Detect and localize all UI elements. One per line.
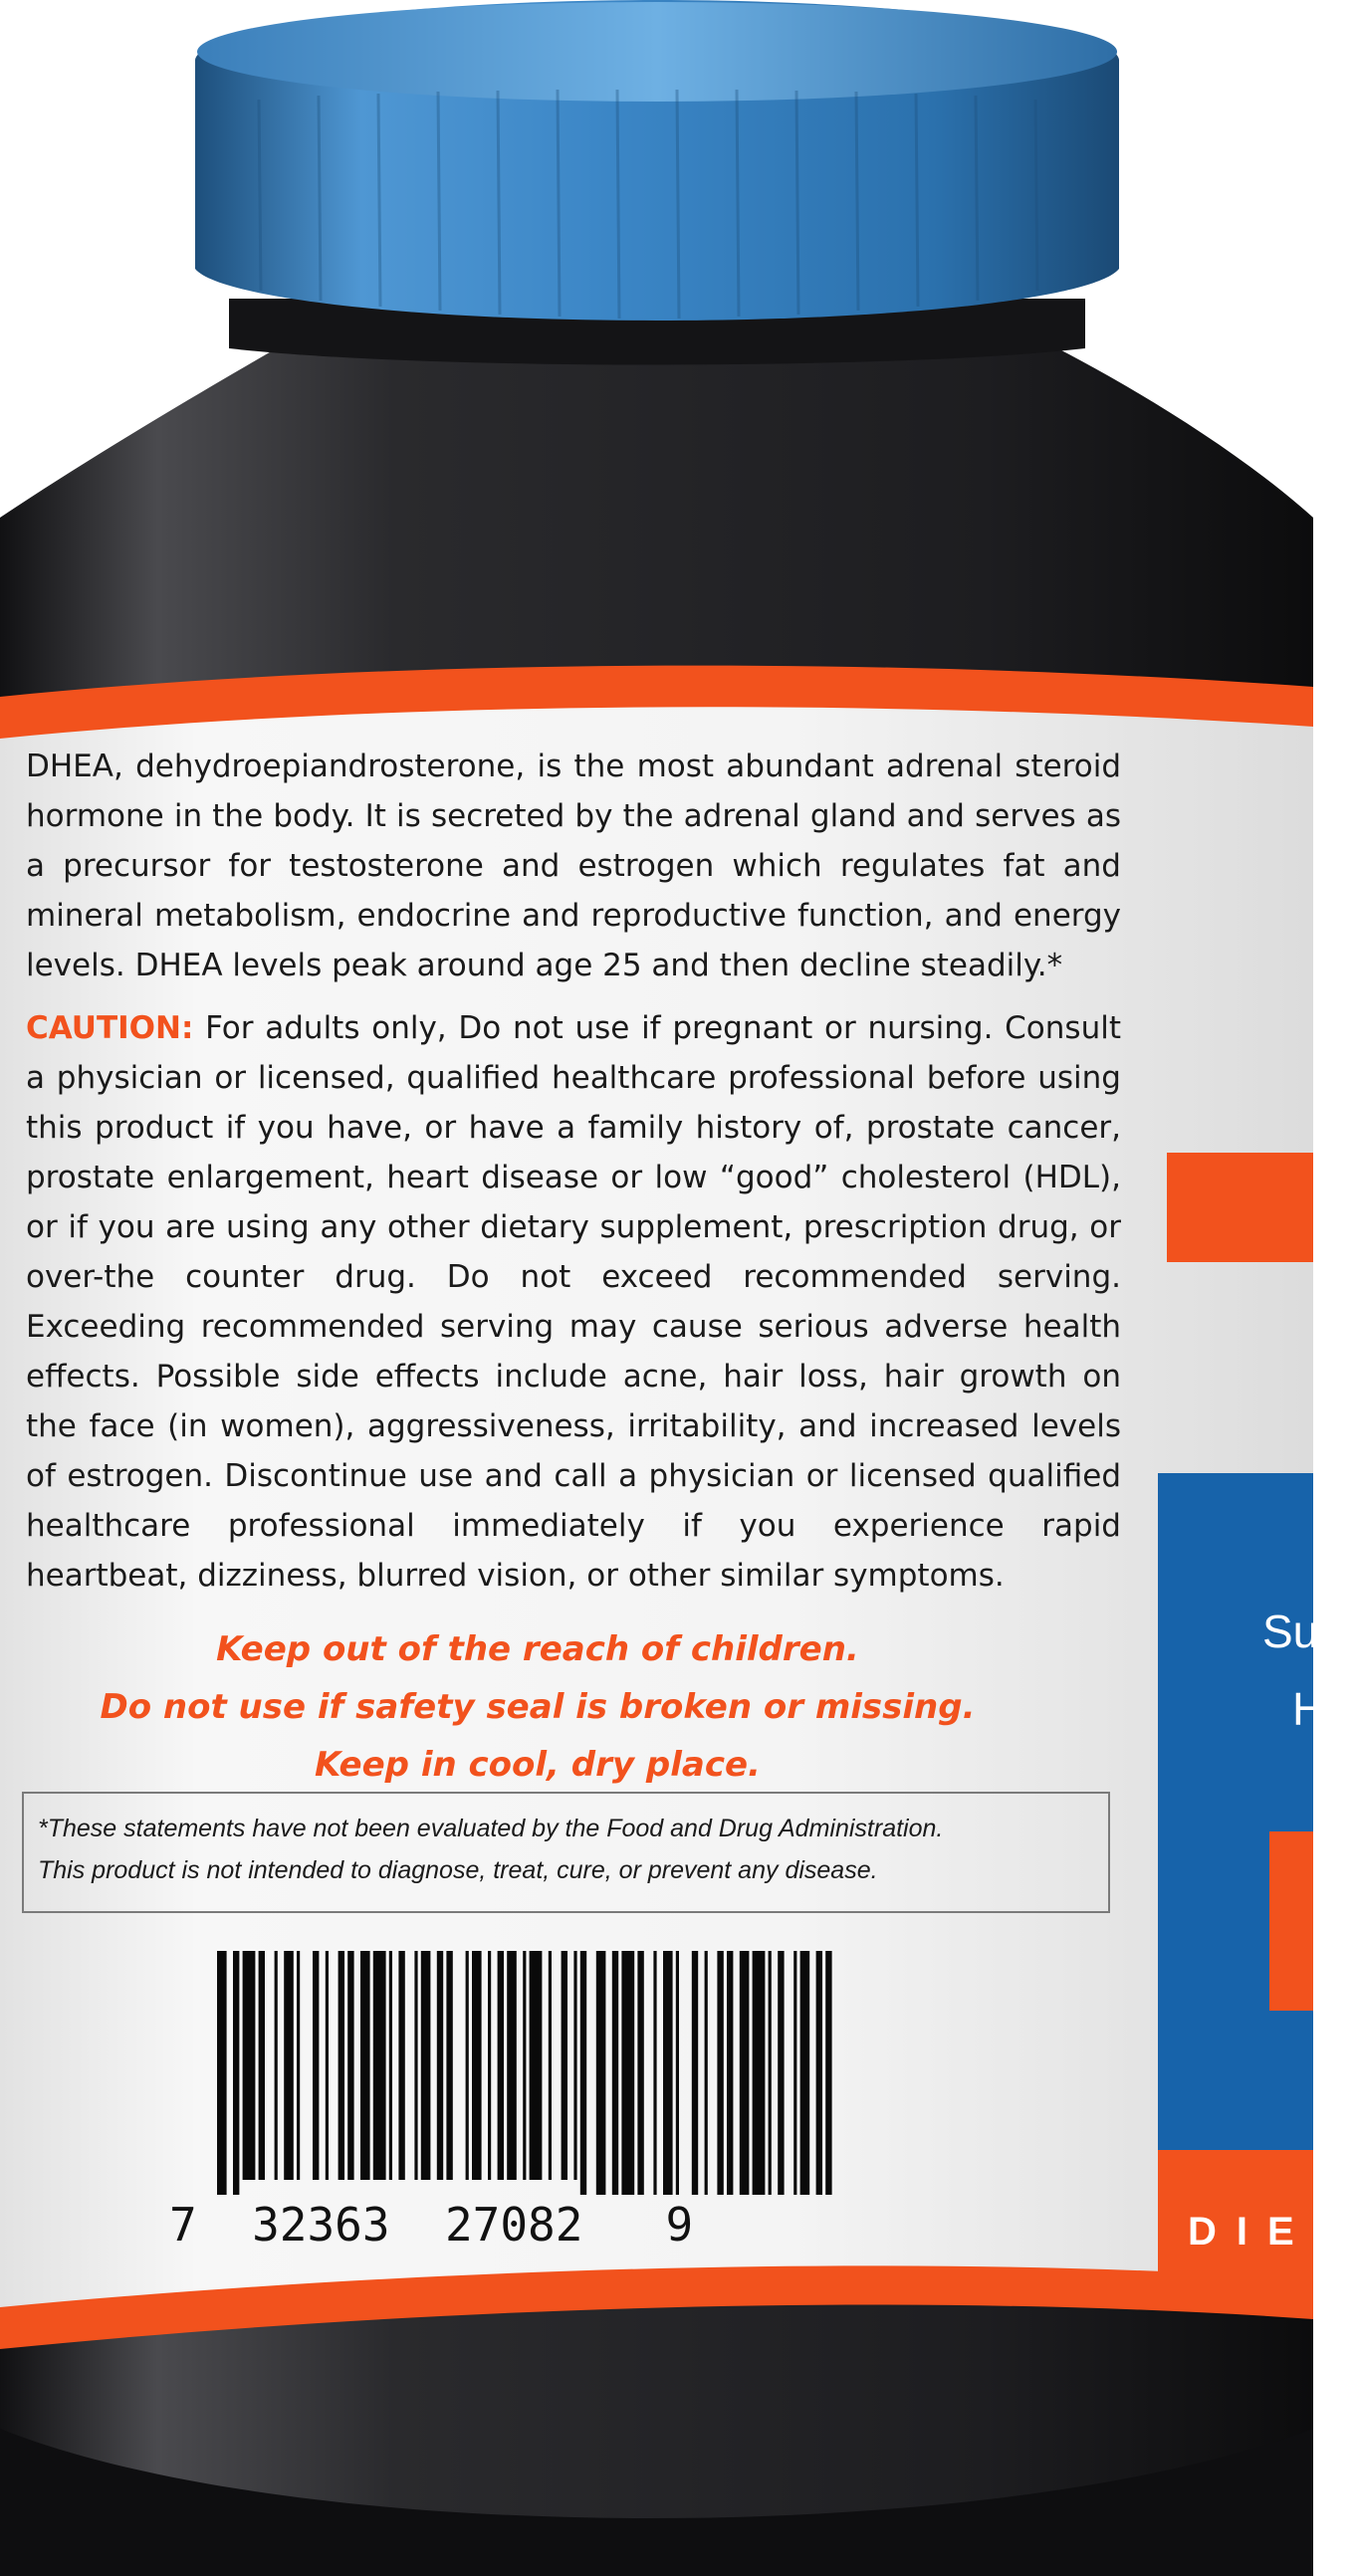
barcode-bar bbox=[637, 1951, 643, 2195]
barcode-bar bbox=[466, 1951, 469, 2180]
barcode-bar bbox=[446, 1951, 452, 2180]
barcode-bar bbox=[507, 1951, 517, 2180]
barcode-bar bbox=[825, 1951, 831, 2195]
barcode-bar bbox=[676, 1951, 679, 2195]
barcode-bar bbox=[472, 1951, 482, 2180]
barcode-bar bbox=[621, 1951, 634, 2195]
barcode-bar bbox=[727, 1951, 733, 2195]
barcode-bar bbox=[530, 1951, 543, 2180]
fda-disclaimer-box bbox=[22, 1792, 1110, 1913]
barcode-bar bbox=[612, 1951, 618, 2195]
barcode-bar bbox=[778, 1951, 784, 2195]
barcode-bar bbox=[653, 1951, 656, 2195]
barcode-bar bbox=[275, 1951, 278, 2180]
barcode-bar bbox=[284, 1951, 294, 2180]
warning-line: Do not use if safety seal is broken or missing. bbox=[100, 1687, 976, 1727]
front-tagline: Sup bbox=[1262, 1606, 1344, 1657]
barcode-bar bbox=[498, 1951, 504, 2180]
barcode-bar bbox=[414, 1951, 417, 2180]
warning-line: Keep in cool, dry place. bbox=[315, 1745, 761, 1785]
barcode-bar bbox=[389, 1951, 392, 2180]
barcode-bar bbox=[580, 1951, 586, 2195]
barcode-bar bbox=[562, 1951, 567, 2180]
caution-text: For adults only, Do not use if pregnant or nursing. Consult a physician or licensed, qualified healthcare professional before using this product if you have, or have a family history of, prostate cancer, prostate enlargement, heart disease or low “good” cholesterol (HDL), or if you are using any other dietary supplement, prescription drug, or over-the counter drug. Do not exceed recommended serving. Exceeding recommended serving may cause serious adverse health effects. Possible side effects include acne, hair loss, hair growth on the face (in women), aggressiveness, irritability, and increased levels of estrogen. Discontinue use and call a physician or licensed qualified healthcare professional immediately if you experience rapid heartbeat, dizziness, blurred vision, or other similar symptoms. bbox=[26, 1010, 1121, 1594]
barcode bbox=[211, 1951, 848, 2195]
barcode-bar bbox=[297, 1951, 300, 2180]
barcode-bar bbox=[800, 1951, 810, 2195]
barcode-digits: 7 32363 27082 9 bbox=[169, 2198, 694, 2252]
barcode-bar bbox=[740, 1951, 750, 2195]
storage-warnings bbox=[0, 1620, 1075, 1794]
product-description: DHEA, dehydroepiandrosterone, is the most abundant adrenal steroid hormone in the body. It is secreted by the adrenal gland and serves as a precursor for testosterone and estrogen which regulates fat and mineral metabolism, endocrine and reproductive function, and energy levels. DHEA levels peak around age 25 and then decline steadily.* bbox=[26, 749, 1121, 983]
barcode-bar bbox=[259, 1951, 265, 2180]
barcode-bar bbox=[437, 1951, 443, 2180]
barcode-bar bbox=[596, 1951, 606, 2195]
barcode-bar bbox=[663, 1951, 673, 2195]
barcode-bar bbox=[339, 1951, 344, 2180]
barcode-bar bbox=[243, 1951, 256, 2180]
barcode-bar bbox=[326, 1951, 329, 2180]
caution-paragraph bbox=[26, 1003, 1121, 1601]
barcode-bar bbox=[692, 1951, 698, 2195]
barcode-bar bbox=[421, 1951, 431, 2180]
barcode-bar bbox=[549, 1951, 552, 2180]
caution-label: CAUTION: bbox=[26, 1010, 194, 1046]
disclaimer-line: *These statements have not been evaluated by the Food and Drug Administration. bbox=[38, 1815, 944, 1842]
barcode-bar bbox=[573, 1951, 576, 2180]
barcode-bar bbox=[373, 1951, 386, 2180]
barcode-bar bbox=[717, 1951, 723, 2195]
barcode-bar bbox=[217, 1951, 227, 2195]
barcode-bar bbox=[753, 1951, 766, 2195]
dietary-supplement-text: DIET bbox=[1188, 2210, 1358, 2254]
front-tagline-2: H bbox=[1292, 1683, 1326, 1735]
barcode-bar bbox=[523, 1951, 526, 2180]
barcode-bar bbox=[816, 1951, 822, 2195]
barcode-bar bbox=[398, 1951, 404, 2180]
disclaimer-line: This product is not intended to diagnose, treat, cure, or prevent any disease. bbox=[38, 1856, 878, 1884]
barcode-bar bbox=[793, 1951, 796, 2195]
barcode-bar bbox=[769, 1951, 772, 2195]
barcode-bar bbox=[705, 1951, 708, 2195]
barcode-bar bbox=[360, 1951, 370, 2180]
barcode-bar bbox=[233, 1951, 239, 2195]
barcode-bar bbox=[488, 1951, 491, 2180]
barcode-bar bbox=[347, 1951, 353, 2180]
warning-line: Keep out of the reach of children. bbox=[216, 1629, 859, 1669]
barcode-bar bbox=[313, 1951, 319, 2180]
